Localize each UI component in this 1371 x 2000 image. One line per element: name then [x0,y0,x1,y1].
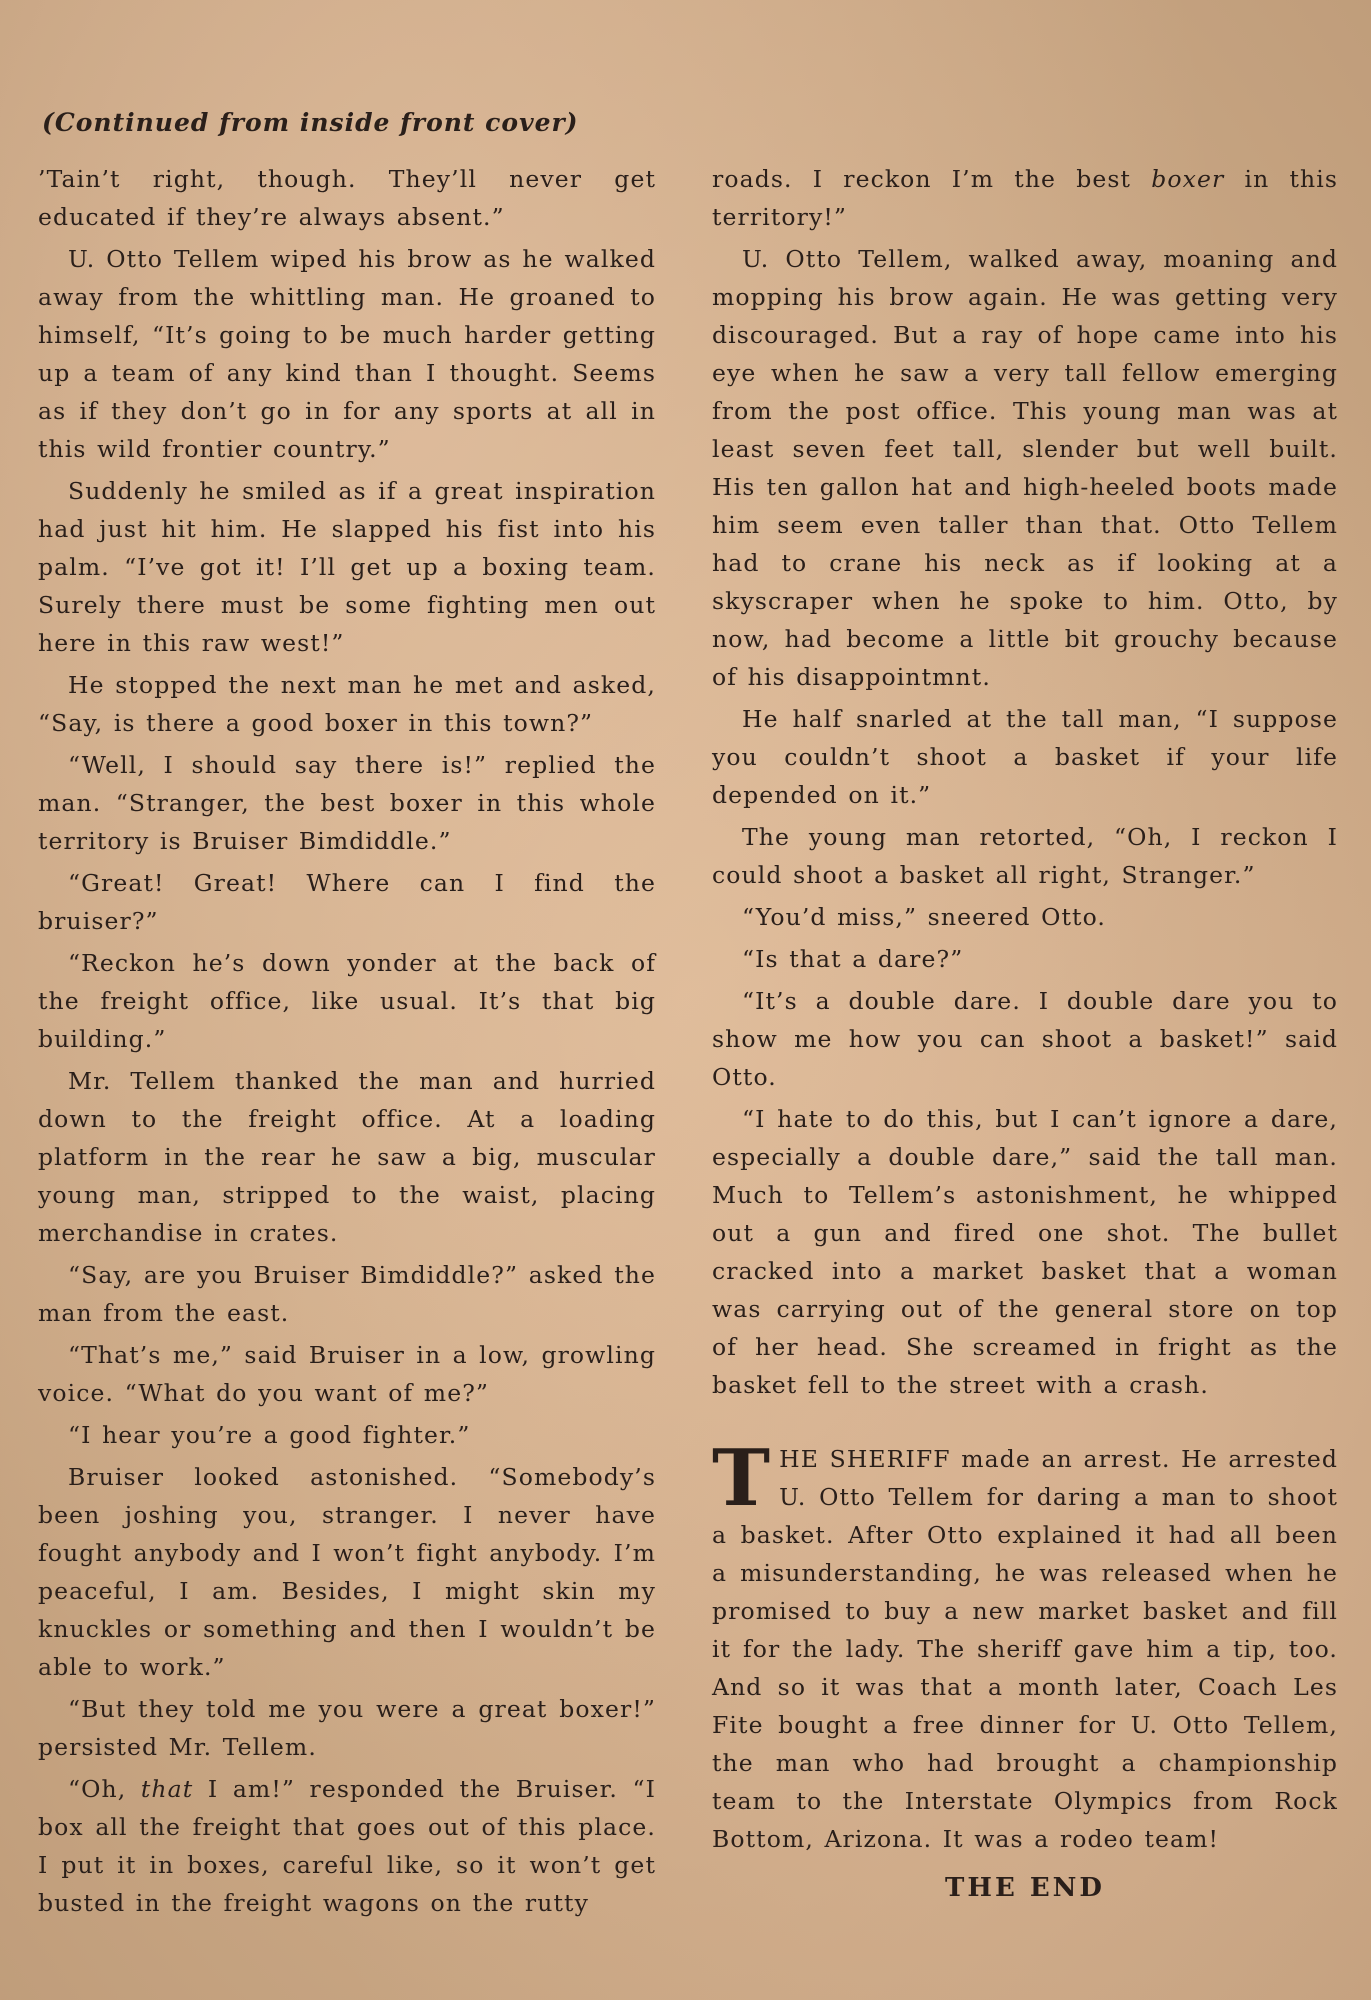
paragraph: U. Otto Tellem, walked away, moaning and mopping his brow again. He was getting very discouraged. But a ray of hope came into his eye when he saw a very tall fellow emerging from the post office. This young man was at least seven feet tall, slender but well built. His ten gallon hat and high-heeled boots made him seem even taller than that. Otto Tellem had to crane his neck as if looking at a skyscraper when he spoke to him. Otto, by now, had become a little bit grouchy because of his disappointmnt. [712,245,1338,691]
paragraph: “But they told me you were a great boxer!” persisted Mr. Tellem. [38,1695,656,1761]
paragraph: “That’s me,” said Bruiser in a low, growling voice. “What do you want of me?” [38,1341,656,1407]
paragraph: Mr. Tellem thanked the man and hurried down to the freight office. At a loading platform in the rear he saw a big, muscular young man, stripped to the waist, placing merchandise in crates. [38,1067,656,1247]
text-run: roads. I reckon I’m the best [712,165,1152,193]
paragraph: Bruiser looked astonished. “Somebody’s been joshing you, stranger. I never have fought anybody and I won’t fight anybody. I’m peaceful, I am. Besides, I might skin my knuckles or something and then I wouldn’t be able to work.” [38,1463,656,1681]
paragraph: Suddenly he smiled as if a great inspiration had just hit him. He slapped his fist into his palm. “I’ve got it! I’ll get up a boxing team. Surely there must be some fighting men out here in this raw west!” [38,477,656,657]
text-run: I am!” responded the Bruiser. “I box all the freight that goes out of this place. I put it in boxes, careful like, so it won’t get busted in the freight wagons on the rutty [38,1775,656,1917]
the-end: THE END [945,1873,1105,1903]
paragraph: “Say, are you Bruiser Bimdiddle?” asked the man from the east. [38,1261,656,1327]
paragraph: “You’d miss,” sneered Otto. [742,903,1106,931]
paragraph [712,1433,1338,1858]
paragraph: “I hear you’re a good fighter.” [68,1421,471,1449]
emphasis-text: that [140,1775,194,1803]
paragraph [38,1770,656,1922]
paragraph: He stopped the next man he met and asked, “Say, is there a good boxer in this town?” [38,671,656,737]
paragraph: “I hate to do this, but I can’t ignore a dare, especially a double dare,” said the tall man. Much to Tellem’s astonishment, he whipped out a gun and fired one shot. The bullet cracked into a market basket that a woman was carrying out of the general store on top of her head. She screamed in fright as the basket fell to the street with a crash. [712,1105,1338,1399]
paragraph: U. Otto Tellem wiped his brow as he walked away from the whittling man. He groaned to himself, “It’s going to be much harder getting up a team of any kind than I thought. Seems as if they don’t go in for any sports at all in this wild frontier country.” [38,245,656,463]
text-run: HE SHERIFF made an arrest. He arrested U. Otto Tellem for daring a man to shoot a basket. After Otto explained it had all been a misunderstanding, he was released when he promised to buy a new market basket and fill it for the lady. The sheriff gave him a tip, too. And so it was that a month later, Coach Les Fite bought a free dinner for U. Otto Tellem, the man who had brought a championship team to the Interstate Olympics from Rock Bottom, Arizona. It was a rodeo team! [712,1445,1338,1853]
right-column [712,160,1338,1862]
text-run: in this territory!” [712,165,1339,231]
emphasis-text: boxer [1151,165,1225,193]
paragraph: “Great! Great! Where can I find the bruiser?” [38,869,656,935]
paragraph: “Reckon he’s down yonder at the back of the freight office, like usual. It’s that big building.” [38,949,656,1053]
paragraph: ’Tain’t right, though. They’ll never get educated if they’re always absent.” [38,165,656,231]
paragraph: “Is that a dare?” [742,945,964,973]
paragraph: He half snarled at the tall man, “I suppose you couldn’t shoot a basket if your life depended on it.” [712,705,1338,809]
paragraph: “It’s a double dare. I double dare you to show me how you can shoot a basket!” said Otto. [712,987,1338,1091]
text-run: “Oh, [68,1775,141,1803]
drop-cap: T [712,1433,772,1524]
continued-note: (Continued from inside front cover) [42,108,579,137]
paragraph: “Well, I should say there is!” replied the man. “Stranger, the best boxer in this whole territory is Bruiser Bimdiddle.” [38,751,656,855]
paragraph [712,160,1338,236]
paragraph: The young man retorted, “Oh, I reckon I could shoot a basket all right, Stranger.” [712,823,1338,889]
left-column [38,160,656,1926]
